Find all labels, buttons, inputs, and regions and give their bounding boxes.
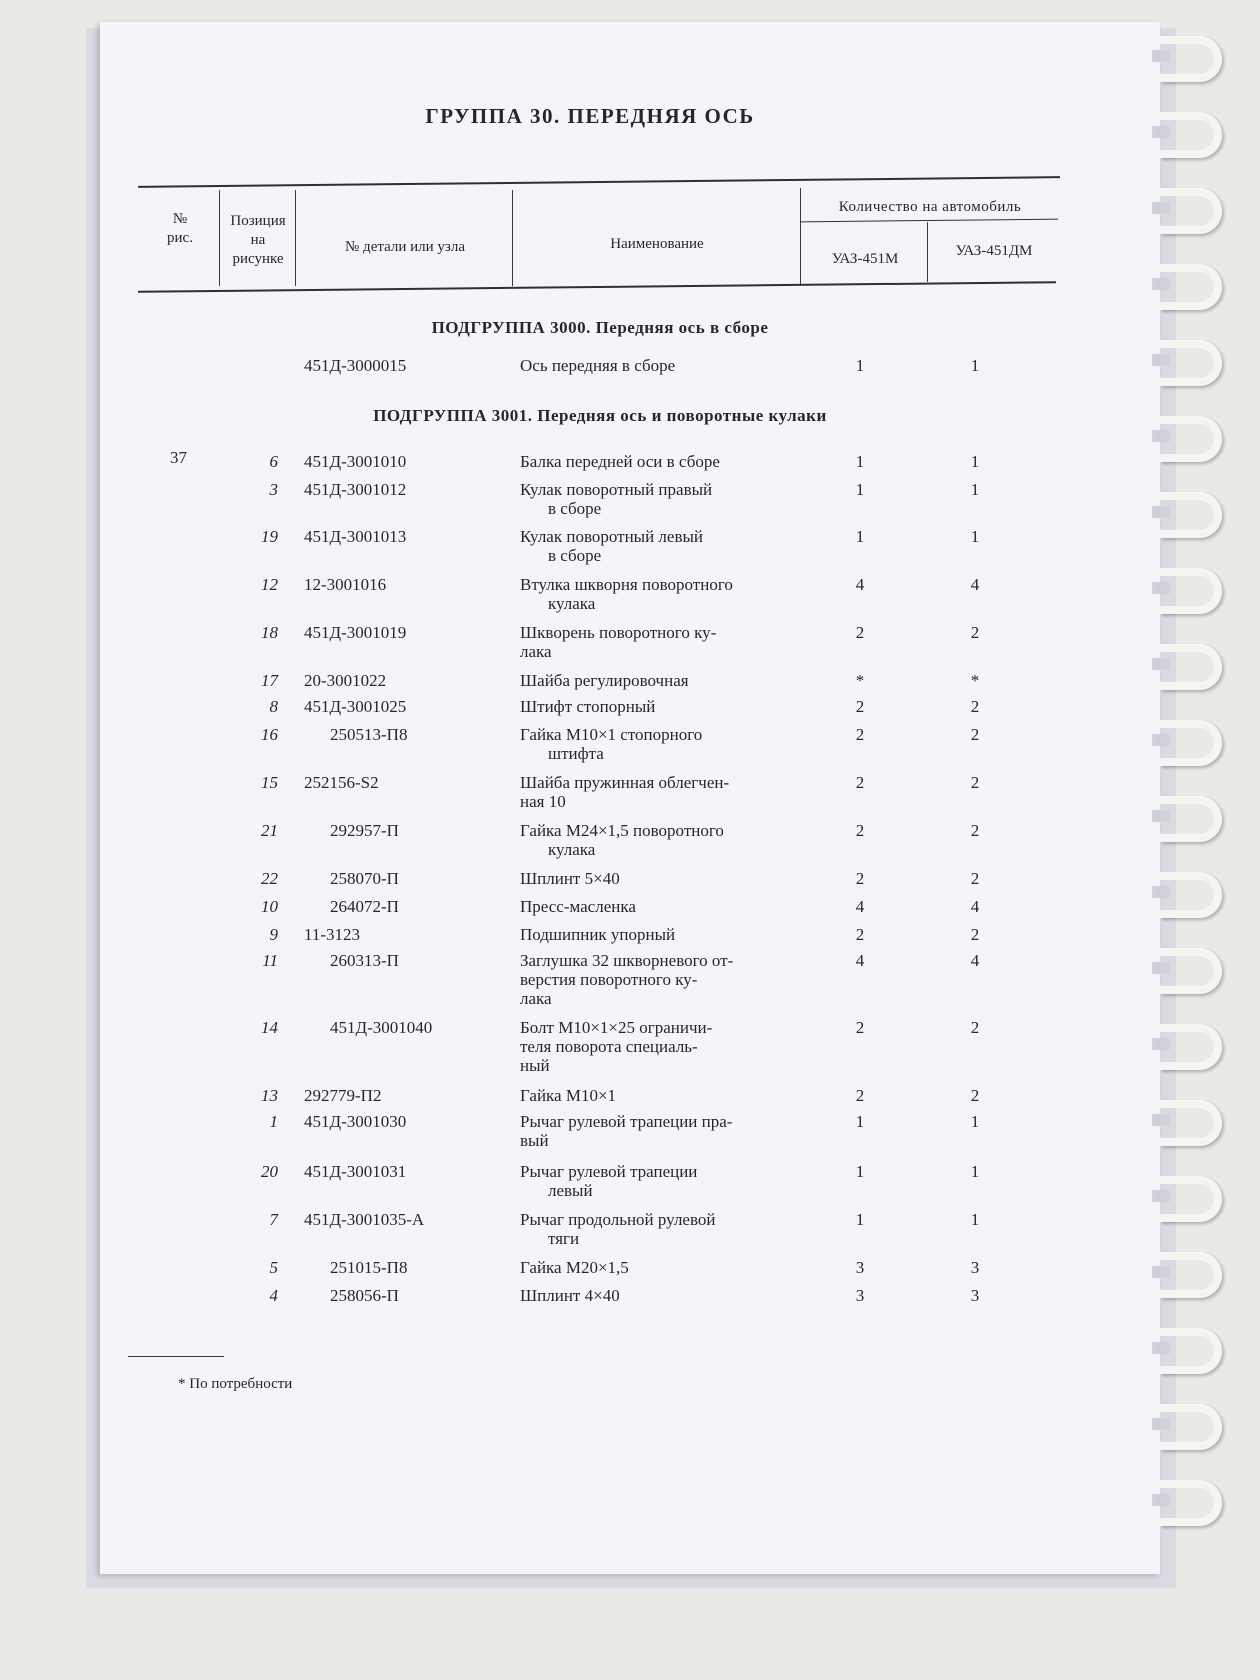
part-name [520,697,792,716]
position-number: 12 [261,575,278,594]
qty-451m: 1 [855,356,865,375]
part-name-line: Балка передней оси в сборе [520,452,720,471]
header-position: Позиция на рисунке [230,213,286,267]
part-name-line: Шплинт 4×40 [520,1286,620,1305]
qty-451dm: 2 [970,623,980,642]
part-name [520,821,792,859]
part-name [520,1210,792,1248]
part-name-line: Кулак поворотный левый [520,527,704,546]
header-part-no: № детали или узла [345,239,465,255]
part-number: 451Д-3000015 [304,356,407,375]
qty-451dm: 2 [970,773,980,792]
part-name-line: Пресс-масленка [520,897,636,916]
qty-451dm: 2 [970,697,980,716]
qty-451m: 2 [855,925,865,944]
part-number: 451Д-3001025 [304,697,407,716]
part-name-line: Заглушка 32 шкворневого от- [520,951,734,970]
qty-451dm: 1 [970,1210,980,1229]
part-name [520,1286,792,1305]
qty-451dm: 4 [970,951,980,970]
part-name-line: Гайка М10×1 [520,1086,617,1105]
part-name-line: тяги [548,1229,580,1248]
qty-451m: 4 [855,951,865,970]
qty-451m: 1 [855,480,865,499]
col-divider [800,188,801,284]
subgroup-3000-title: ПОДГРУППА 3000. Передняя ось в сборе [431,318,769,337]
position-number: 4 [269,1286,278,1305]
part-number: 260313-П [330,951,399,970]
part-name-line: ный [520,1056,550,1075]
qty-451m: 1 [855,1112,865,1131]
part-name [520,925,792,944]
part-number: 292779-П2 [304,1086,382,1105]
position-number: 14 [261,1018,278,1037]
part-name-line: теля поворота специаль- [520,1037,698,1056]
qty-451m: 2 [855,697,865,716]
part-number: 451Д-3001019 [304,623,407,642]
qty-451m: 1 [855,527,865,546]
part-number: 451Д-3001013 [304,527,407,546]
part-name [520,356,792,375]
qty-451dm: 1 [970,527,980,546]
part-name-line: в сборе [548,546,602,565]
binding-coil [1160,188,1222,234]
position-number: 21 [261,821,278,840]
table-row [0,951,1260,1011]
part-number: 264072-П [330,897,399,916]
part-name [520,1112,792,1150]
qty-451m: 2 [855,1086,865,1105]
qty-451m: 2 [855,1018,865,1037]
part-name [520,1162,792,1200]
position-number: 20 [261,1162,278,1181]
position-number: 18 [261,623,278,642]
page-title: ГРУППА 30. ПЕРЕДНЯЯ ОСЬ [425,104,755,128]
qty-451m: 2 [855,821,865,840]
part-name-line: Рычаг рулевой трапеции пра- [520,1112,733,1131]
qty-451dm: 4 [970,575,980,594]
qty-451dm: 1 [970,1112,980,1131]
part-name-line: верстия поворотного ку- [520,970,698,989]
footnote: * По потребности [178,1376,293,1392]
part-number: 451Д-3001035-А [304,1210,425,1229]
part-number: 258056-П [330,1286,399,1305]
position-number: 15 [261,773,278,792]
qty-451m: 4 [855,897,865,916]
part-name-line: лака [520,642,552,661]
col-divider [927,222,928,282]
part-name-line: вый [520,1131,549,1150]
qty-451dm: 2 [970,725,980,744]
part-name [520,1018,792,1075]
position-number: 9 [269,925,278,944]
part-number: 451Д-3001040 [330,1018,433,1037]
part-name-line: левый [548,1181,593,1200]
part-name-line: Рычаг продольной рулевой [520,1210,716,1229]
part-name-line: Штифт стопорный [520,697,656,716]
part-name-line: Болт М10×1×25 ограничи- [520,1018,713,1037]
position-number: 16 [261,725,278,744]
position-number: 19 [261,527,278,546]
qty-451m: * [855,671,865,690]
binding-coil [1160,264,1222,310]
qty-451m: 4 [855,575,865,594]
part-number: 292957-П [330,821,399,840]
table-row [0,1286,1260,1346]
part-name [520,575,792,613]
part-number: 250513-П8 [330,725,408,744]
part-name [520,869,792,888]
qty-451dm: 3 [970,1286,980,1305]
part-number: 251015-П8 [330,1258,408,1277]
part-name-line: лака [520,989,552,1008]
qty-451dm: 1 [970,452,980,471]
qty-451dm: 4 [970,897,980,916]
position-number: 7 [269,1210,278,1229]
header-model-451dm: УАЗ-451ДМ [955,243,1033,259]
part-name-line: ная 10 [520,792,566,811]
qty-451dm: 1 [970,480,980,499]
binding-coil [1160,112,1222,158]
part-name-line: кулака [548,594,596,613]
part-name-line: Кулак поворотный правый [520,480,713,499]
part-name [520,725,792,763]
part-name [520,951,792,1008]
part-name-line: Шайба регулировочная [520,671,689,690]
qty-451dm: 2 [970,1018,980,1037]
part-name-line: Шкворень поворотного ку- [520,623,717,642]
part-name [520,623,792,661]
position-number: 22 [261,869,278,888]
part-number: 252156-S2 [304,773,379,792]
qty-451m: 2 [855,773,865,792]
part-name-line: Шплинт 5×40 [520,869,620,888]
part-number: 451Д-3001031 [304,1162,407,1181]
part-name [520,897,792,916]
qty-451m: 2 [855,869,865,888]
binding-coil [1160,36,1222,82]
col-divider [219,190,220,286]
part-name-line: Рычаг рулевой трапеции [520,1162,698,1181]
header-qty: Количество на автомобиль [838,199,1022,215]
qty-451dm: 1 [970,356,980,375]
qty-451dm: 2 [970,869,980,888]
qty-451m: 1 [855,1162,865,1181]
part-name-line: Шайба пружинная облегчен- [520,773,730,792]
qty-451dm: * [970,671,980,690]
part-name-line: в сборе [548,499,602,518]
part-number: 451Д-3001010 [304,452,407,471]
part-number: 20-3001022 [304,671,387,690]
part-name-line: Гайка М24×1,5 поворотного [520,821,724,840]
part-name-line: Ось передняя в сборе [520,356,676,375]
qty-451m: 1 [855,1210,865,1229]
part-name-line: Гайка М10×1 стопорного [520,725,703,744]
part-name-line: Подшипник упорный [520,925,676,944]
binding-coil [1160,1480,1222,1526]
position-number: 6 [269,452,278,471]
header-name: Наименование [610,236,704,252]
footnote-rule [128,1356,224,1357]
col-divider [295,190,296,286]
qty-451m: 1 [855,452,865,471]
col-divider [512,190,513,286]
part-name-line: штифта [548,744,604,763]
position-number: 17 [261,671,278,690]
qty-451dm: 1 [970,1162,980,1181]
position-number: 5 [269,1258,278,1277]
part-number: 451Д-3001030 [304,1112,407,1131]
part-name-line: Втулка шкворня поворотного [520,575,733,594]
part-name-line: Гайка М20×1,5 [520,1258,629,1277]
qty-451m: 3 [855,1286,865,1305]
qty-451dm: 2 [970,1086,980,1105]
position-number: 3 [269,480,278,499]
qty-451m: 3 [855,1258,865,1277]
part-name [520,527,792,565]
position-number: 10 [261,897,278,916]
part-name [520,1086,792,1105]
qty-451m: 2 [855,623,865,642]
figure-number: 37 [170,448,187,467]
position-number: 8 [269,697,278,716]
part-name [520,773,792,811]
part-number: 11-3123 [304,925,361,944]
header-model-451m: УАЗ-451М [831,251,899,267]
subgroup-3001-title: ПОДГРУППА 3001. Передняя ось и поворотные кулаки [373,406,827,425]
position-number: 13 [261,1086,278,1105]
part-name-line: кулака [548,840,596,859]
qty-451dm: 2 [970,925,980,944]
part-number: 258070-П [330,869,399,888]
position-number: 11 [262,951,278,970]
header-fig-no: № рис. [167,211,193,246]
qty-451dm: 2 [970,821,980,840]
qty-451dm: 3 [970,1258,980,1277]
part-name [520,671,792,690]
binding-coil [1160,1404,1222,1450]
part-name [520,1258,792,1277]
part-number: 12-3001016 [304,575,387,594]
part-name [520,480,792,518]
position-number: 1 [269,1112,278,1131]
part-name [520,452,792,471]
qty-451m: 2 [855,725,865,744]
part-number: 451Д-3001012 [304,480,407,499]
table-row [0,1018,1260,1078]
